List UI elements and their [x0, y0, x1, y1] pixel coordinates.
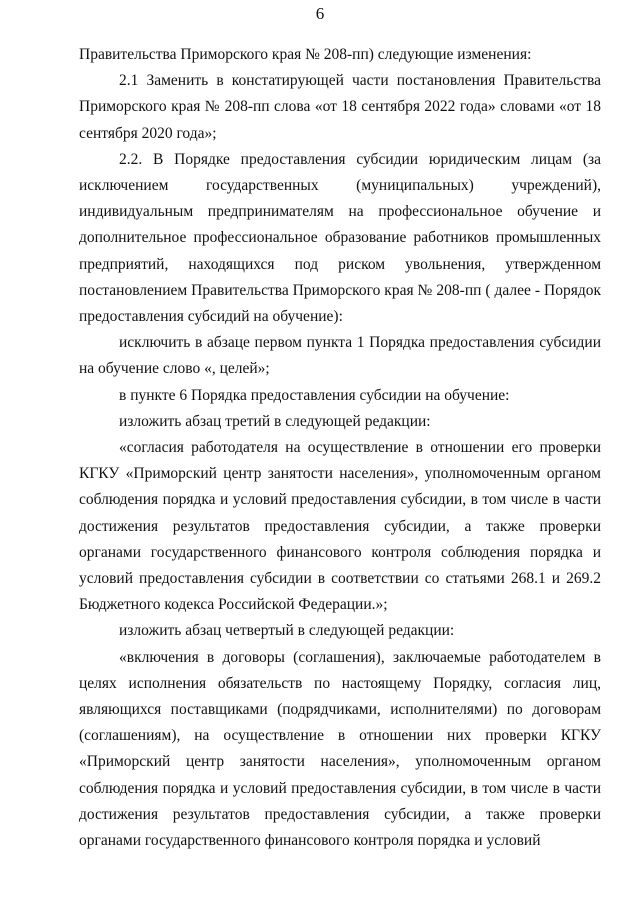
paragraph-point-6: в пункте 6 Порядка предоставления субсидии на обучение:	[119, 386, 510, 404]
paragraph-third-clause-text: «согласия работодателя на осуществление в отношении его проверки КГКУ «Приморский центр занятости населения», уполномоченным органом соблюдения порядка и условий предоставления субсидии, в том числе в части достижения результатов предоставления субсидии, а также проверки органами государственного финансового контроля соблюдения порядка и условий предоставления субсидии в соответствии со статьями 268.1 и 269.2 Бюджетного кодекса Российской Федерации.»;	[79, 439, 601, 614]
paragraph-item-2-1: 2.1 Заменить в констатирующей части постановления Правительства Приморского края № 208-пп слова «от 18 сентября 2022 года» словами «от 18 сентября 2020 года»;	[79, 72, 601, 142]
page-number: 6	[315, 4, 325, 23]
paragraph-fourth-clause-heading: изложить абзац четвертый в следующей редакции:	[119, 622, 455, 640]
paragraph-intro: Правительства Приморского края № 208-пп) следующие изменения:	[79, 46, 532, 63]
paragraph-third-clause-heading: изложить абзац третий в следующей редакции:	[119, 412, 431, 430]
paragraph-fourth-clause-text: «включения в договоры (соглашения), заключаемые работодателем в целях исполнения обязательств по настоящему Порядку, согласия лиц, являющихся поставщиками (подрядчиками, исполнителями) по договорам (соглашениям), на осуществление в отношении них проверки КГКУ «Приморский центр занятости населения», уполномоченным органом соблюдения порядка и условий предоставления субсидии, в том числе в части достижения результатов предоставления субсидии, а также проверки органами государственного финансового контроля порядка и условий	[79, 648, 601, 850]
paragraph-item-2-2: 2.2. В Порядке предоставления субсидии юридическим лицам (за исключением государственных (муниципальных) учреждений), индивидуальным предпринимателям на профессиональное обучение и дополнительное профессиональное образование работников промышленных предприятий, находящихся под риском увольнения, утвержденном постановлением Правительства Приморского края № 208-пп ( далее - Порядок предоставления субсидий на обучение):	[79, 150, 601, 326]
document-body	[79, 42, 601, 854]
paragraph-exclude-word: исключить в абзаце первом пункта 1 Порядка предоставления субсидии на обучение слово «, целей»;	[79, 334, 601, 378]
